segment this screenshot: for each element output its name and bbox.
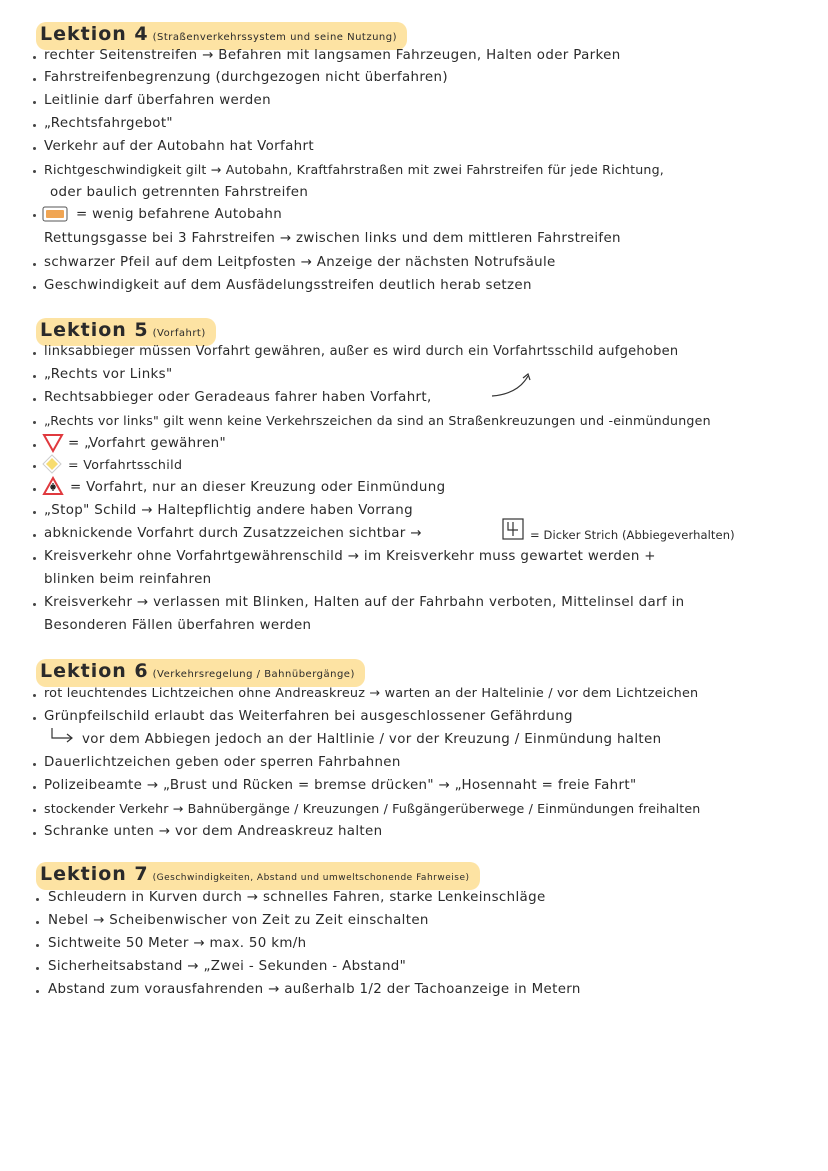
list-item: = wenig befahrene Autobahn: [76, 207, 283, 222]
bullet: [33, 214, 36, 217]
list-item: = Vorfahrtsschild: [68, 457, 183, 472]
list-item: Nebel → Scheibenwischer von Zeit zu Zeit einschalten: [48, 913, 429, 928]
list-item: = „Vorfahrt gewähren": [68, 436, 227, 451]
bent-priority-road-sign-icon: [502, 518, 524, 540]
list-item: = Vorfahrt, nur an dieser Kreuzung oder Einmündung: [70, 480, 446, 495]
bullet: [33, 534, 36, 537]
heading-subtitle: (Geschwindigkeiten, Abstand und umweltschonende Fahrweise): [152, 873, 470, 883]
bullet: [33, 101, 36, 104]
list-item: Polizeibeamte → „Brust und Rücken = bremse drücken" → „Hosennaht = freie Fahrt": [44, 778, 637, 793]
list-item: Dauerlichtzeichen geben oder sperren Fahrbahnen: [44, 755, 401, 770]
list-item-continuation: oder baulich getrennten Fahrstreifen: [50, 185, 309, 200]
list-item-note: = Dicker Strich (Abbiegeverhalten): [530, 528, 735, 542]
section-heading: [36, 659, 365, 687]
list-item: rechter Seitenstreifen → Befahren mit langsamen Fahrzeugen, Halten oder Parken: [44, 48, 621, 63]
bullet: [33, 557, 36, 560]
yield-sign-icon: [42, 433, 64, 453]
list-item: rot leuchtendes Lichtzeichen ohne Andreaskreuz → warten an der Haltelinie / vor dem Lichtzeichen: [44, 686, 699, 701]
list-item: Kreisverkehr ohne Vorfahrtgewährenschild → im Kreisverkehr muss gewartet werden +: [44, 549, 656, 564]
bullet: [33, 56, 36, 59]
list-item: abknickende Vorfahrt durch Zusatzzeichen sichtbar →: [44, 526, 422, 541]
bullet: [36, 921, 39, 924]
list-item: Grünpfeilschild erlaubt das Weiterfahren bei ausgeschlossener Gefährdung: [44, 709, 573, 724]
heading-subtitle: (Verkehrsregelung / Bahnübergänge): [152, 669, 355, 680]
list-item: stockender Verkehr → Bahnübergänge / Kreuzungen / Fußgängerüberwege / Einmündungen freihalten: [44, 801, 701, 816]
list-item: Sichtweite 50 Meter → max. 50 km/h: [48, 936, 307, 951]
bullet: [33, 488, 36, 491]
list-item: Kreisverkehr → verlassen mit Blinken, Halten auf der Fahrbahn verboten, Mittelinsel darf in: [44, 595, 685, 610]
list-item: schwarzer Pfeil auf dem Leitpfosten → Anzeige der nächsten Notrufsäule: [44, 255, 556, 270]
bullet: [33, 124, 36, 127]
list-item: Abstand zum vorausfahrenden → außerhalb 1/2 der Tachoanzeige in Metern: [48, 982, 581, 997]
list-item-continuation: blinken beim reinfahren: [44, 572, 212, 587]
bullet: [33, 286, 36, 289]
list-item: „Rechtsfahrgebot": [44, 116, 173, 131]
list-item: Geschwindigkeit auf dem Ausfädelungsstreifen deutlich herab setzen: [44, 278, 532, 293]
heading-title: Lektion 6: [40, 660, 149, 682]
heading-subtitle: (Straßenverkehrssystem und seine Nutzung): [152, 32, 398, 43]
heading-subtitle: (Vorfahrt): [152, 328, 206, 339]
list-item: Schranke unten → vor dem Andreaskreuz halten: [44, 824, 383, 839]
list-item-continuation: vor dem Abbiegen jedoch an der Haltlinie / vor der Kreuzung / Einmündung halten: [82, 732, 662, 747]
list-item: Schleudern in Kurven durch → schnelles Fahren, starke Lenkeinschläge: [48, 890, 546, 905]
bullet: [33, 603, 36, 606]
list-item-continuation: Besonderen Fällen überfahren werden: [44, 618, 312, 633]
bullet: [33, 147, 36, 150]
list-item: „Rechts vor Links": [44, 367, 173, 382]
heading-title: Lektion 5: [40, 319, 149, 341]
bullet: [33, 717, 36, 720]
list-item: Fahrstreifenbegrenzung (durchgezogen nicht überfahren): [44, 70, 448, 85]
bullet: [36, 967, 39, 970]
highway-sign-icon: [42, 206, 68, 222]
bullet: [36, 944, 39, 947]
list-item: „Stop" Schild → Haltepflichtig andere haben Vorrang: [44, 503, 413, 518]
bullet: [33, 375, 36, 378]
bullet: [33, 694, 36, 697]
bullet: [33, 465, 36, 468]
list-item: Verkehr auf der Autobahn hat Vorfahrt: [44, 139, 314, 154]
bullet: [33, 809, 36, 812]
list-item: Rechtsabbieger oder Geradeaus fahrer haben Vorfahrt,: [44, 390, 432, 405]
list-item: „Rechts vor links" gilt wenn keine Verkehrszeichen da sind an Straßenkreuzungen und -einmündungen: [44, 413, 711, 428]
bullet: [33, 352, 36, 355]
bullet: [33, 444, 36, 447]
bullet: [33, 763, 36, 766]
list-item: Sicherheitsabstand → „Zwei - Sekunden - Abstand": [48, 959, 407, 974]
curved-arrow-icon: [488, 370, 538, 400]
section-heading: [36, 862, 480, 890]
bullet: [33, 786, 36, 789]
bullet: [33, 263, 36, 266]
heading-title: Lektion 7: [40, 863, 149, 885]
list-item: Richtgeschwindigkeit gilt → Autobahn, Kraftfahrstraßen mit zwei Fahrstreifen für jede Richtung,: [44, 162, 664, 177]
priority-road-sign-icon: [42, 454, 62, 474]
bullet: [33, 170, 36, 173]
list-item: linksabbieger müssen Vorfahrt gewähren, außer es wird durch ein Vorfahrtsschild aufgehoben: [44, 344, 679, 359]
bullet: [33, 421, 36, 424]
bullet: [33, 398, 36, 401]
list-item: Leitlinie darf überfahren werden: [44, 93, 271, 108]
bullet: [36, 898, 39, 901]
priority-intersection-sign-icon: [42, 476, 64, 496]
bullet: [33, 78, 36, 81]
bullet: [33, 511, 36, 514]
heading-title: Lektion 4: [40, 23, 149, 45]
return-arrow-icon: [48, 726, 78, 746]
bullet: [36, 990, 39, 993]
list-item: Rettungsgasse bei 3 Fahrstreifen → zwischen links und dem mittleren Fahrstreifen: [44, 231, 621, 246]
bullet: [33, 832, 36, 835]
